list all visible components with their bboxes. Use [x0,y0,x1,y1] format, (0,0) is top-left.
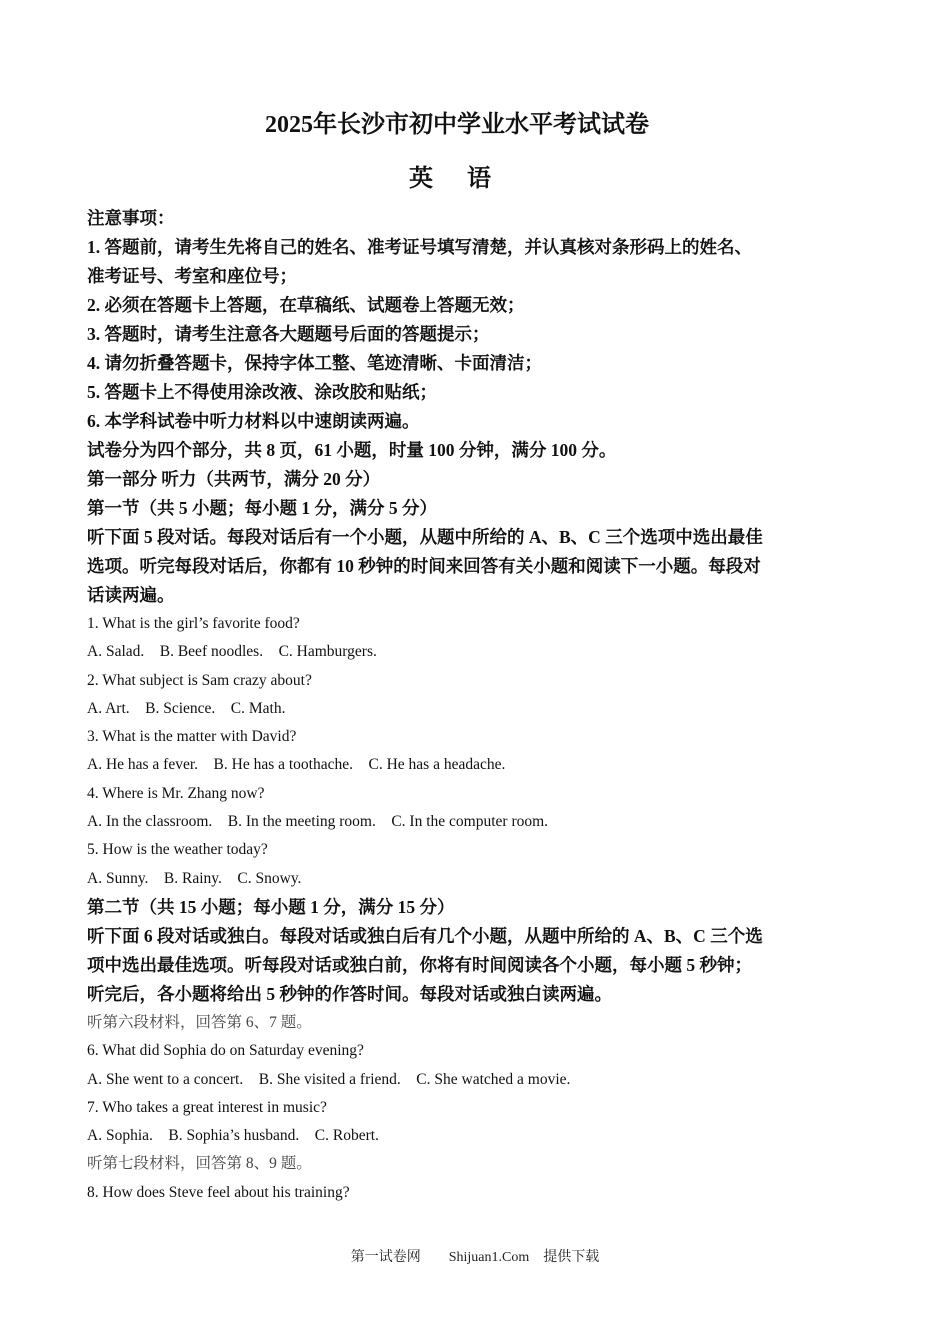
notice-heading: 注意事项： [87,208,175,228]
section1-instruction: 选项。听完每段对话后，你都有 10 秒钟的时间来回答有关小题和阅读下一小题。每段对 [87,556,761,576]
question-options: A. She went to a concert. B. She visited a friend. C. She watched a movie. [87,1070,571,1088]
question-options: A. In the classroom. B. In the meeting room. C. In the computer room. [87,813,549,831]
notice-line: 4. 请勿折叠答题卡，保持字体工整、笔迹清晰、卡面清洁； [87,353,542,373]
notice-line: 准考证号、考室和座位号； [87,266,297,286]
question: 1. What is the girl’s favorite food? [87,615,300,632]
question-options: A. Sophia. B. Sophia’s husband. C. Robert. [87,1127,379,1145]
question: 5. How is the weather today? [87,841,268,859]
question: 2. What subject is Sam crazy about? [87,671,312,689]
section2-instruction: 听下面 6 段对话或独白。每段对话或独白后有几个小题，从题中所给的 A、B、C 三个选 [87,925,763,946]
question: 6. What did Sophia do on Saturday evening? [87,1042,364,1060]
notice-line: 2. 必须在答题卡上答题，在草稿纸、试题卷上答题无效； [87,295,525,315]
page-footer: 第一试卷网 Shijuan1.Com 提供下载 [350,1250,600,1265]
section2-heading: 第二节（共 15 小题；每小题 1 分，满分 15 分） [87,896,455,917]
notice-line: 1. 答题前，请考生先将自己的姓名、准考证号填写清楚，并认真核对条形码上的姓名、 [87,237,752,257]
question-options: A. Sunny. B. Rainy. C. Snowy. [87,869,302,887]
material-note: 听第六段材料，回答第 6、7 题。 [87,1013,312,1031]
question-options: A. Salad. B. Beef noodles. C. Hamburgers. [87,643,377,661]
part1-heading: 第一部分 听力（共两节，满分 20 分） [87,469,381,489]
paper-info: 试卷分为四个部分，共 8 页，61 小题，时量 100 分钟，满分 100 分。 [87,440,617,460]
question: 3. What is the matter with David? [87,728,297,746]
section1-instruction: 话读两遍。 [87,585,175,605]
question: 8. How does Steve feel about his training? [87,1183,350,1201]
exam-subject: 英 语 [409,166,505,192]
section2-instruction: 项中选出最佳选项。听每段对话或独白前，你将有时间阅读各个小题，每小题 5 秒钟； [87,954,752,975]
question-options: A. Art. B. Science. C. Math. [87,699,286,717]
notice-line: 5. 答题卡上不得使用涂改液、涂改胶和贴纸； [87,382,437,402]
section1-heading: 第一节（共 5 小题；每小题 1 分，满分 5 分） [87,498,437,518]
notice-line: 6. 本学科试卷中听力材料以中速朗读两遍。 [87,411,420,431]
question: 4. Where is Mr. Zhang now? [87,784,265,802]
question-options: A. He has a fever. B. He has a toothache. C. He has a headache. [87,756,506,774]
section1-instruction: 听下面 5 段对话。每段对话后有一个小题，从题中所给的 A、B、C 三个选项中选出最佳 [87,527,763,547]
notice-line: 3. 答题时，请考生注意各大题题号后面的答题提示； [87,324,490,344]
section2-instruction: 听完后，各小题将给出 5 秒钟的作答时间。每段对话或独白读两遍。 [87,983,612,1004]
exam-page [87,108,827,1207]
material-note: 听第七段材料，回答第 8、9 题。 [87,1155,312,1173]
exam-title: 2025年长沙市初中学业水平考试试卷 [265,112,649,138]
question: 7. Who takes a great interest in music? [87,1098,327,1116]
